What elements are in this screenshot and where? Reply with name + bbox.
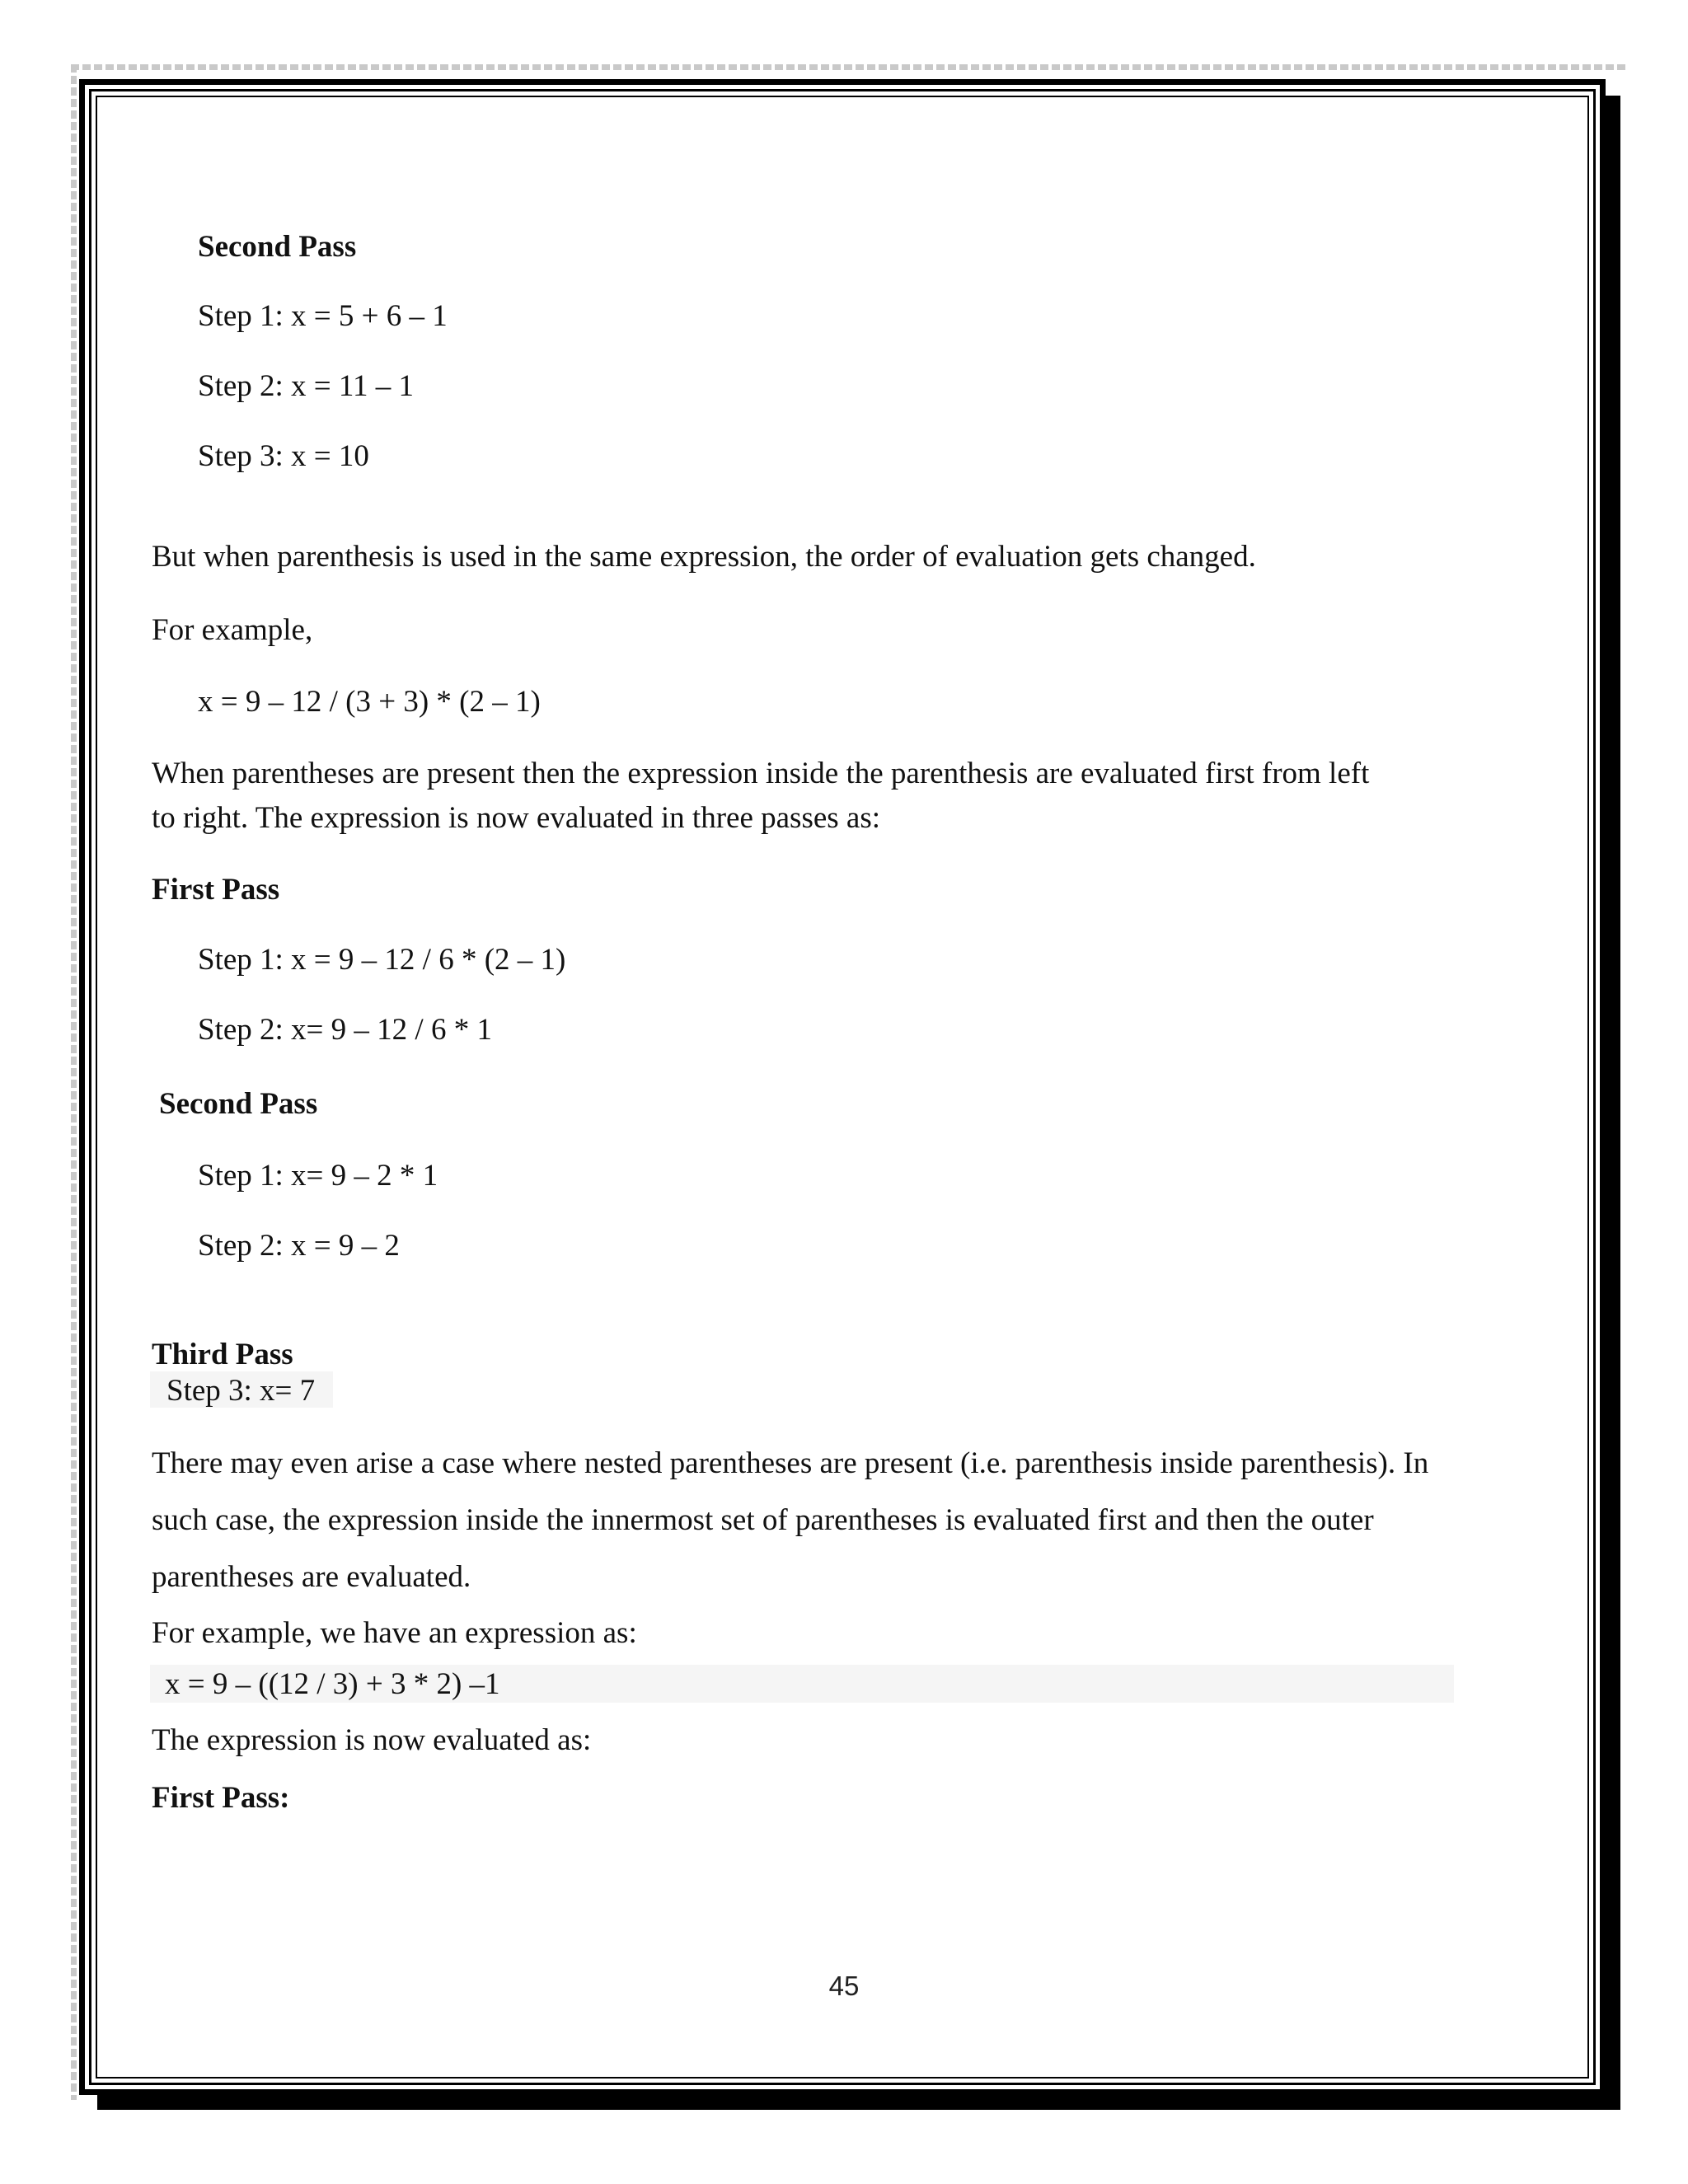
section-heading-third-pass: Third Pass xyxy=(152,1338,293,1371)
expression: x = 9 – ((12 / 3) + 3 * 2) –1 xyxy=(165,1667,500,1701)
section-heading-second-pass: Second Pass xyxy=(198,230,357,264)
step-line: Step 3: x = 10 xyxy=(198,439,369,473)
paragraph-text: There may even arise a case where nested parentheses are present (i.e. parenthesis inside parenthesis). In xyxy=(152,1446,1429,1480)
page-number: 45 xyxy=(828,1971,860,2001)
paragraph-text: parentheses are evaluated. xyxy=(152,1560,471,1594)
paragraph-text: For example, xyxy=(152,613,313,647)
expression: x = 9 – 12 / (3 + 3) * (2 – 1) xyxy=(198,685,541,719)
step-line: Step 3: x= 7 xyxy=(166,1374,316,1408)
step-line: Step 2: x= 9 – 12 / 6 * 1 xyxy=(198,1013,492,1047)
step-line: Step 1: x = 5 + 6 – 1 xyxy=(198,299,448,333)
section-heading-second-pass: Second Pass xyxy=(159,1087,318,1121)
paragraph-text: The expression is now evaluated as: xyxy=(152,1723,592,1757)
paragraph-text: to right. The expression is now evaluated in three passes as: xyxy=(152,801,881,835)
section-heading-first-pass: First Pass xyxy=(152,873,280,907)
decorative-border-left xyxy=(71,64,77,2100)
paragraph-text: When parentheses are present then the expression inside the parenthesis are evaluated first from left xyxy=(152,757,1370,790)
decorative-border-top xyxy=(71,64,1625,70)
paragraph-text: such case, the expression inside the innermost set of parentheses is evaluated first and then the outer xyxy=(152,1503,1374,1537)
paragraph-text: For example, we have an expression as: xyxy=(152,1616,637,1650)
step-line: Step 2: x = 11 – 1 xyxy=(198,369,415,403)
paragraph-text: But when parenthesis is used in the same expression, the order of evaluation gets changed. xyxy=(152,540,1256,574)
step-line: Step 1: x = 9 – 12 / 6 * (2 – 1) xyxy=(198,943,566,977)
section-heading-first-pass: First Pass: xyxy=(152,1781,290,1815)
step-line: Step 2: x = 9 – 2 xyxy=(198,1229,400,1263)
step-line: Step 1: x= 9 – 2 * 1 xyxy=(198,1159,438,1193)
